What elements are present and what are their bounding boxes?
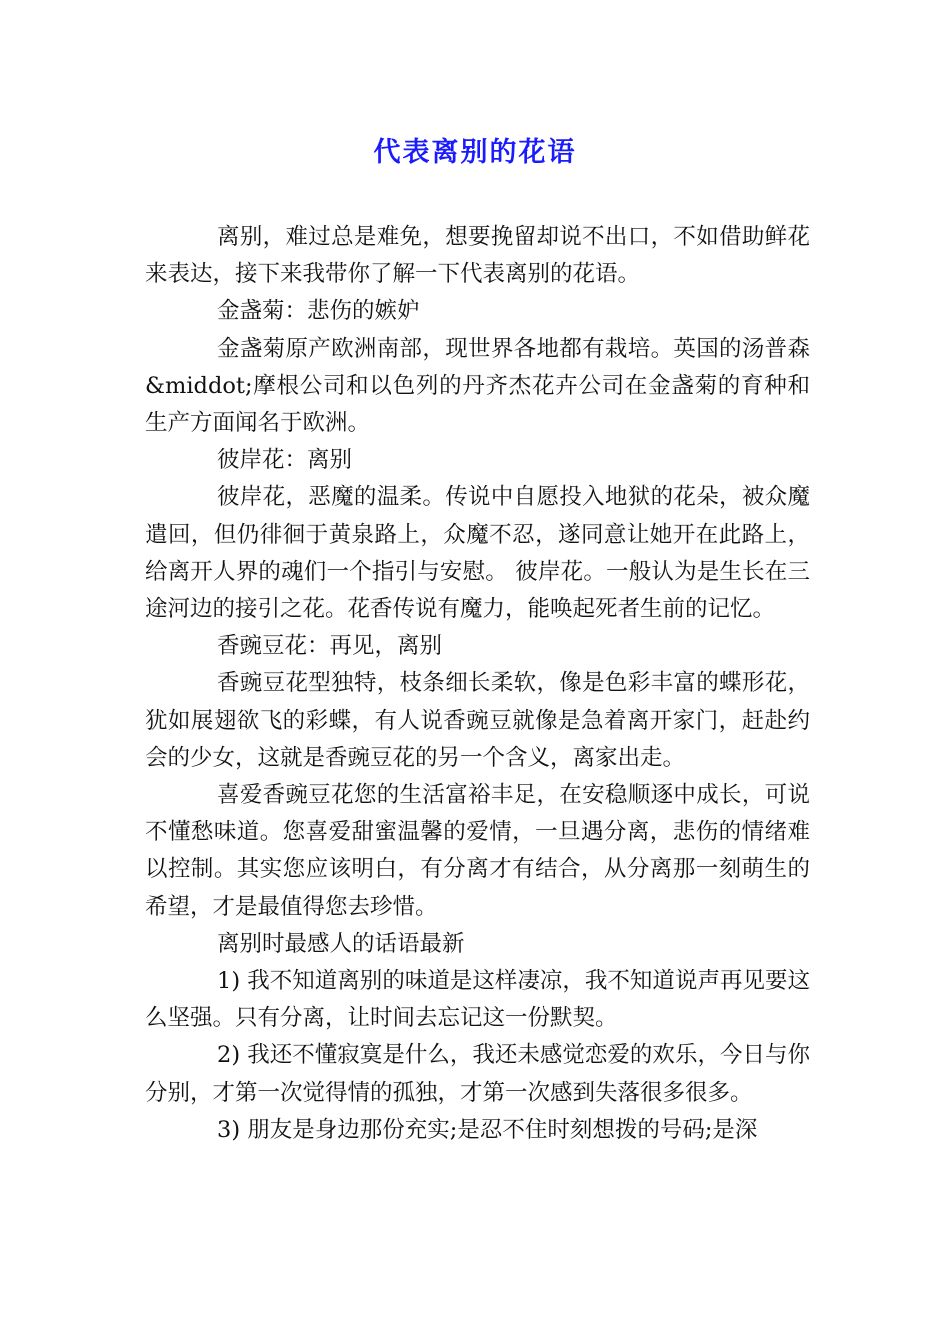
document-title: 代表离别的花语 — [373, 137, 577, 168]
quote-1: 1) 我不知道离别的味道是这样凄凉，我不知道说声再见要这么坚强。只有分离，让时间去忘记这一份默契。 — [145, 968, 810, 1032]
farewell-quotes-heading: 离别时最感人的话语最新 — [217, 930, 465, 957]
spider-lily-heading: 彼岸花：离别 — [217, 447, 353, 474]
spider-lily-paragraph: 彼岸花，恶魔的温柔。传说中自愿投入地狱的花朵，被众魔遣回，但仍徘徊于黄泉路上，众魔不忍，遂同意让她开在此路上，给离开人界的魂们一个指引与安慰。 彼岸花。一般认为是生长在三途河边的接引之花。花香传说有魔力，能唤起死者生前的记忆。 — [145, 484, 810, 623]
quote-3: 3) 朋友是身边那份充实;是忍不住时刻想拨的号码;是深 — [217, 1116, 758, 1143]
sweet-pea-paragraph: 香豌豆花型独特，枝条细长柔软，像是色彩丰富的蝶形花，犹如展翅欲飞的彩蝶，有人说香豌豆就像是急着离开家门，赶赴约会的少女，这就是香豌豆花的另一个含义，离家出走。 — [145, 670, 810, 771]
intro-paragraph: 离别，难过总是难免，想要挽留却说不出口，不如借助鲜花来表达，接下来我带你了解一下代表离别的花语。 — [145, 224, 810, 288]
sweet-pea-lover-paragraph: 喜爱香豌豆花您的生活富裕丰足，在安稳顺逐中成长，可说不懂愁味道。您喜爱甜蜜温馨的爱情，一旦遇分离，悲伤的情绪难以控制。其实您应该明白，有分离才有结合，从分离那一刻萌生的希望，才是最值得您去珍惜。 — [145, 782, 810, 920]
quote-2: 2) 我还不懂寂寞是什么，我还未感觉恋爱的欢乐，今日与你分别，才第一次觉得情的孤独，才第一次感到失落很多很多。 — [145, 1042, 810, 1106]
calendula-paragraph: 金盏菊原产欧洲南部，现世界各地都有栽培。英国的汤普森&middot;摩根公司和以色列的丹齐杰花卉公司在金盏菊的育种和生产方面闻名于欧洲。 — [145, 335, 810, 437]
calendula-heading: 金盏菊：悲伤的嫉妒 — [217, 298, 420, 325]
document-body — [145, 219, 810, 1149]
sweet-pea-heading: 香豌豆花：再见，离别 — [217, 633, 443, 660]
